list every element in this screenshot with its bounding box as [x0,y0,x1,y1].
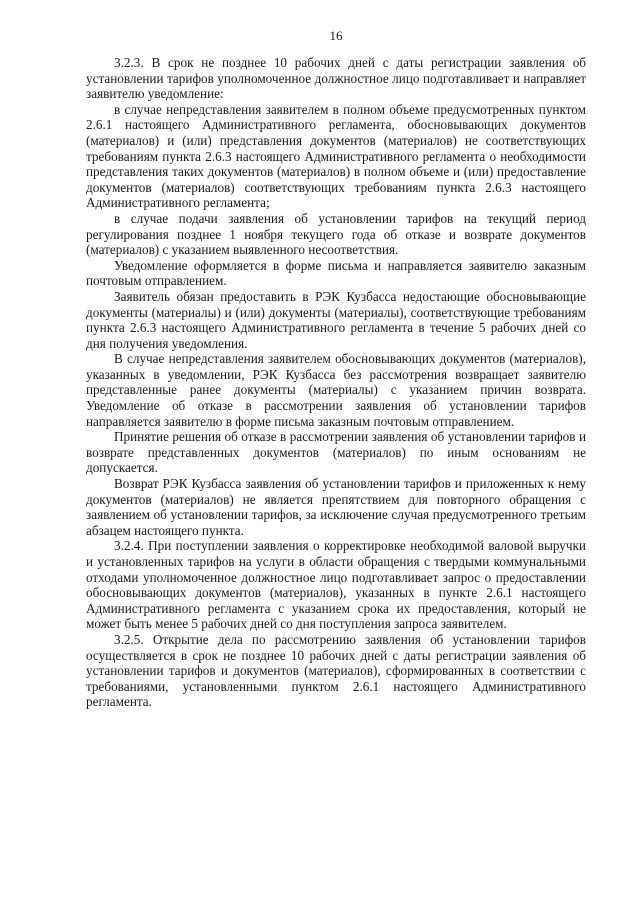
paragraph-3-2-5: 3.2.5. Открытие дела по рассмотрению заявления об установлении тарифов осуществляется в срок не позднее 10 рабочих дней с даты регистрации заявления об установлении тарифов и документов (материалов), сформированных в соответствии с требованиями, установленными пунктом 2.6.1 настоящего Административного регламента. [86,631,586,710]
paragraph-incomplete-documents: в случае непредставления заявителем в полном объеме предусмотренных пунктом 2.6.1 настоящего Административного регламента, обосновывающих документов (материалов) и (или) представления документов (материалов) не соответствующих требованиям пункта 2.6.3 настоящего Административного регламента о необходимости представления таких документов (материалов) в полном объеме и (или) предоставление документов (материалов) соответствующих требованиям пункта 2.6.3 настоящего Административного регламента; [86,101,586,211]
paragraph-repeat-application: Возврат РЭК Кузбасса заявления об установлении тарифов и приложенных к нему документов (материалов) не является препятствием для повторного обращения с заявлением об установлении тарифов, за исключение случая предусмотренного третьим абзацем настоящего пункта. [86,476,586,538]
paragraph-refusal-grounds: Принятие решения об отказе в рассмотрении заявления об установлении тарифов и возврате представленных документов (материалов) по иным основаниям не допускается. [86,429,586,476]
paragraph-3-2-4: 3.2.4. При поступлении заявления о корректировке необходимой валовой выручки и установленных тарифов на услуги в области обращения с твердыми коммунальными отходами уполномоченное должностное лицо подготавливает запрос о предоставлении обосновывающих документов (материалов), указанных в пункте 2.6.1 настоящего Административного регламента с указанием срока их предоставления, который не может быть менее 5 рабочих дней со дня поступления запроса заявителем. [86,538,586,632]
paragraph-notification-form: Уведомление оформляется в форме письма и направляется заявителю заказным почтовым отправлением. [86,257,586,289]
document-body [86,55,586,710]
paragraph-return-documents: В случае непредставления заявителем обосновывающих документов (материалов), указанных в уведомлении, РЭК Кузбасса без рассмотрения возвращает заявителю представленные ранее документы (материалы) с указанием причин возврата. Уведомление об отказе в рассмотрении заявления об установлении тарифов направляется заявителю в форме письма заказным почтовым отправлением. [86,351,586,429]
paragraph-late-application: в случае подачи заявления об установлении тарифов на текущий период регулирования позднее 1 ноября текущего года об отказе и возврате документов (материалов) с указанием выявленного несоответствия. [86,210,586,258]
paragraph-3-2-3: 3.2.3. В срок не позднее 10 рабочих дней с даты регистрации заявления об установлении тарифов уполномоченное должностное лицо подготавливает и направляет заявителю уведомление: [86,55,586,102]
page-number: 16 [329,28,343,43]
paragraph-applicant-obligation: Заявитель обязан предоставить в РЭК Кузбасса недостающие обосновывающие документы (материалы) и (или) документы (материалы), соответствующие требованиям пункта 2.6.3 настоящего Административного регламента в течение 5 рабочих дней со дня получения уведомления. [86,288,586,351]
